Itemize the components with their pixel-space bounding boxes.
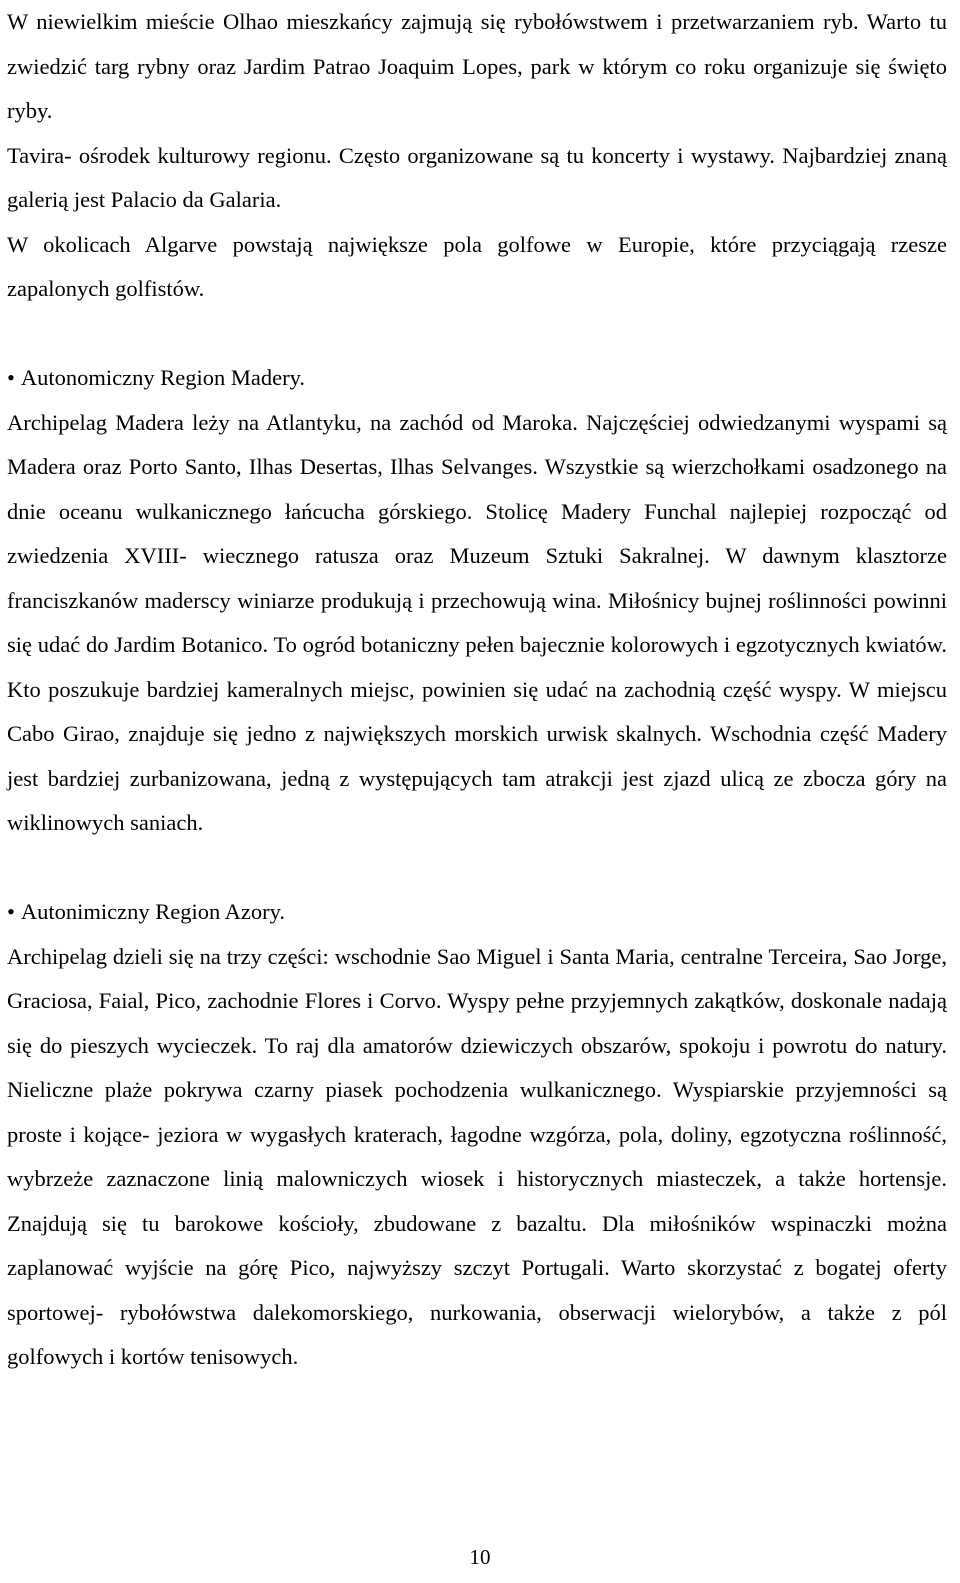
paragraph-azores: Archipelag dzieli się na trzy części: wschodnie Sao Miguel i Santa Maria, centralne Terceira, Sao Jorge, Graciosa, Faial, Pico, zachodnie Flores i Corvo. Wyspy pełne przyjemnych zakątków, doskonale nadają się do pieszych wycieczek. To raj dla amatorów dziewiczych obszarów, spokoju i powrotu do natury. Nieliczne plaże pokrywa czarny piasek pochodzenia wulkanicznego. Wyspiarskie przyjemności są proste i kojące- jeziora w wygasłych kraterach, łagodne wzgórza, pola, doliny, egzotyczna roślinność, wybrzeże zaznaczone linią malowniczych wiosek i historycznych miasteczek, a także hortensje. Znajdują się tu barokowe kościoły, zbudowane z bazaltu. Dla miłośników wspinaczki można zaplanować wyjście na górę Pico, najwyższy szczyt Portugali. Warto skorzystać z bogatej oferty sportowej- rybołówstwa dalekomorskiego, nurkowania, obserwacji wielorybów, a także z pól golfowych i kortów tenisowych. — [7, 943, 947, 1369]
paragraph-madeira: Archipelag Madera leży na Atlantyku, na zachód od Maroka. Najczęściej odwiedzanymi wyspami są Madera oraz Porto Santo, Ilhas Desertas, Ilhas Selvanges. Wszystkie są wierzchołkami osadzonego na dnie oceanu wulkanicznego łańcucha górskiego. Stolicę Madery Funchal najlepiej rozpocząć od zwiedzenia XVIII- wiecznego ratusza oraz Muzeum Sztuki Sakralnej. W dawnym klasztorze franciszkanów maderscy winiarze produkują i przechowują wina. Miłośnicy bujnej roślinności powinni się udać do Jardim Botanico. To ogród botaniczny pełen bajecznie kolorowych i egzotycznych kwiatów. Kto poszukuje bardziej kameralnych miejsc, powinien się udać na zachodnią część wyspy. W miejscu Cabo Girao, znajduje się jedno z największych morskich urwisk skalnych. Wschodnia część Madery jest bardziej zurbanizowana, jedną z występujących tam atrakcji jest zjazd ulicą ze zbocza góry na wiklinowych saniach. — [7, 409, 947, 835]
section-heading-azores — [7, 890, 947, 935]
page-number: 10 — [469, 1545, 491, 1569]
paragraph-olhao: W niewielkim mieście Olhao mieszkańcy zajmują się rybołówstwem i przetwarzaniem ryb. Warto tu zwiedzić targ rybny oraz Jardim Patrao Joaquim Lopes, park w którym co roku organizuje się święto ryby. — [7, 9, 947, 123]
document-page — [7, 0, 947, 1380]
bullet-icon: • — [7, 899, 15, 924]
heading-text: Autonomiczny Region Madery. — [20, 365, 305, 390]
section-heading-madeira — [7, 356, 947, 401]
spacer — [7, 846, 947, 891]
paragraph-algarve-golf: W okolicach Algarve powstają największe pola golfowe w Europie, które przyciągają rzesze zapalonych golfistów. — [7, 231, 947, 301]
heading-text: Autonimiczny Region Azory. — [20, 899, 286, 924]
bullet-icon: • — [7, 365, 15, 390]
paragraph-tavira: Tavira- ośrodek kulturowy regionu. Często organizowane są tu koncerty i wystawy. Najbardziej znaną galerią jest Palacio da Galaria. — [7, 142, 947, 212]
spacer — [7, 312, 947, 357]
